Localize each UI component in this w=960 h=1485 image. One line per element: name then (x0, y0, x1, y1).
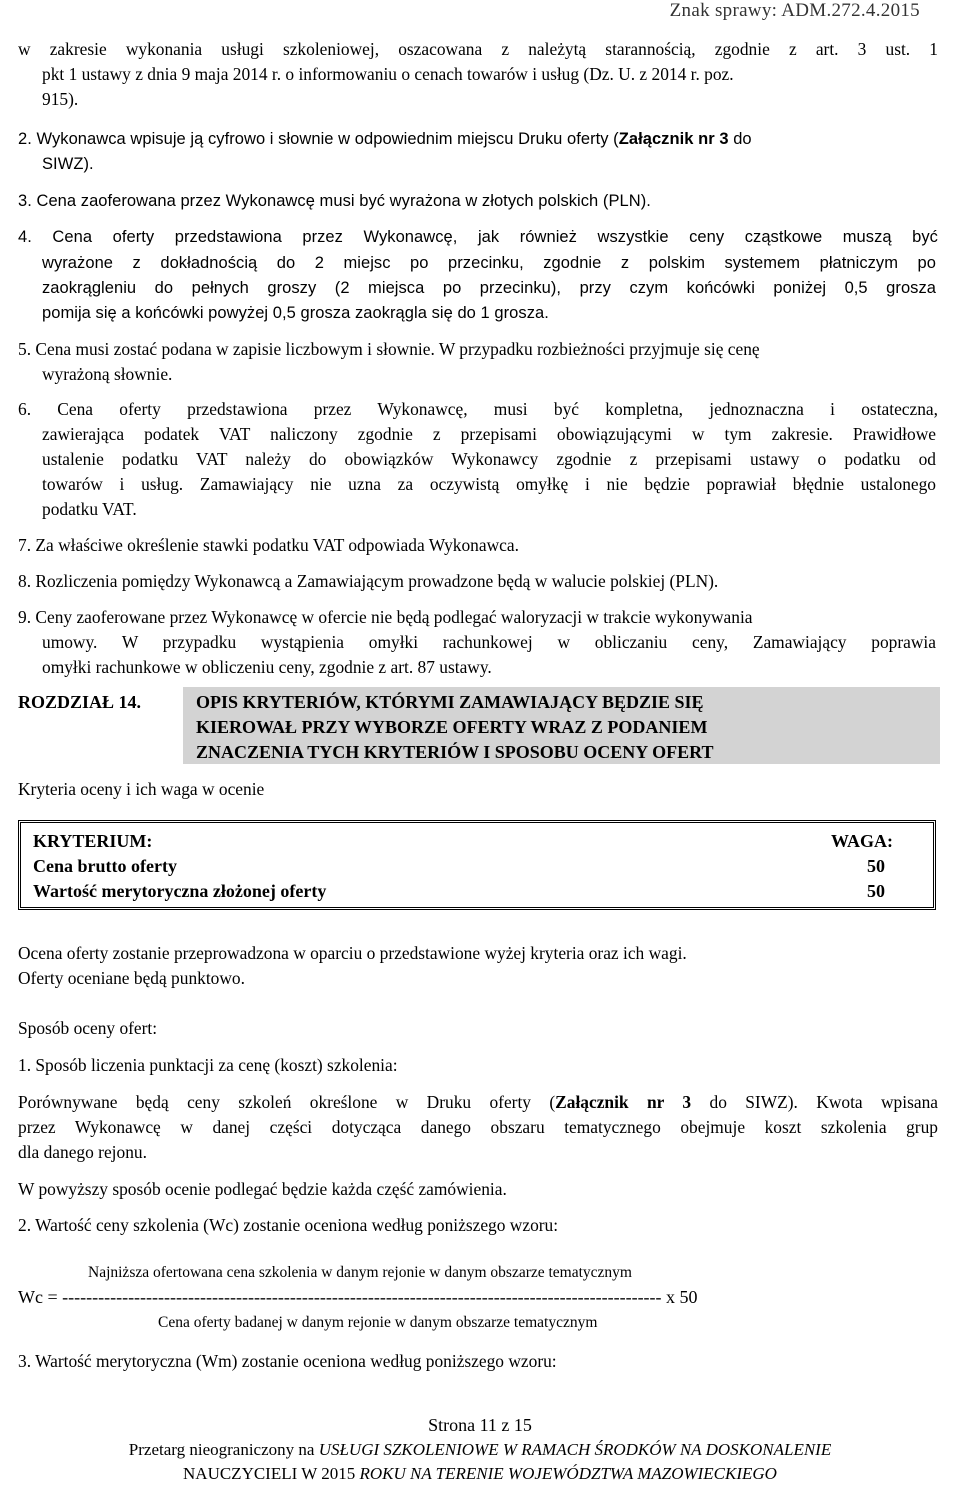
intro-line: 915). (42, 89, 79, 109)
chapter-title: OPIS KRYTERIÓW, KTÓRYMI ZAMAWIAJĄCY BĘDZIE SIĘ (196, 692, 704, 712)
point-9: umowy. W przypadku wystąpienia omyłki rachunkowej w obliczaniu ceny, Zamawiający poprawia (42, 632, 936, 652)
criterion-name: Wartość merytoryczna złożonej oferty (33, 881, 327, 901)
point-6: towarów i usług. Zamawiający nie uzna za oczywistą omyłkę i nie będzie poprawiał błędnie ustalonego (42, 474, 936, 494)
point-3: 3. Cena zaoferowana przez Wykonawcę musi być wyrażona w złotych polskich (PLN). (18, 192, 651, 210)
chapter-title: ZNACZENIA TYCH KRYTERIÓW I SPOSOBU OCENY OFERT (196, 742, 714, 762)
point-8: 8. Rozliczenia pomiędzy Wykonawcą a Zamawiającym prowadzone będą w walucie polskiej (PLN). (18, 571, 719, 591)
footer-line: NAUCZYCIELI W 2015 ROKU NA TERENIE WOJEWÓDZTWA MAZOWIECKIEGO (183, 1464, 777, 1483)
chapter-label: ROZDZIAŁ 14. (18, 692, 142, 712)
method-1: 1. Sposób liczenia punktacji za cenę (koszt) szkolenia: (18, 1055, 398, 1075)
point-6: ustalenie podatku VAT należy do obowiązków Wykonawcy zgodnie z przepisami ustawy o podatku od (42, 449, 936, 469)
formula-line: Wc = ---------------------------------------------------------------------------------------------------- x 50 (18, 1287, 698, 1307)
point-2-cont: SIWZ). (42, 155, 94, 173)
intro-line: w zakresie wykonania usługi szkoleniowej, oszacowana z należytą starannością, zgodnie z art. 3 ust. 1 (18, 39, 938, 59)
point-5: 5. Cena musi zostać podana w zapisie liczbowym i słownie. W przypadku rozbieżności przyjmuje się cenę (18, 339, 760, 359)
point-7: 7. Za właściwe określenie stawki podatku VAT odpowiada Wykonawca. (18, 535, 519, 555)
compare-text: Porównywane będą ceny szkoleń określone w Druku oferty (Załącznik nr 3 do SIWZ). Kwota wpisana (18, 1092, 938, 1112)
point-4: pomija się a końcówki powyżej 0,5 grosza zaokrągla się do 1 grosza. (42, 304, 549, 322)
criteria-header-row (33, 829, 921, 853)
criteria-col-name: KRYTERIUM: (33, 831, 153, 851)
criteria-intro: Kryteria oceny i ich waga w ocenie (18, 779, 265, 799)
formula-denominator: Cena oferty badanej w danym rejonie w danym obszarze tematycznym (158, 1314, 598, 1331)
formula-numerator: Najniższa ofertowana cena szkolenia w danym rejonie w danym obszarze tematycznym (88, 1264, 632, 1281)
method-2: 2. Wartość ceny szkolenia (Wc) zostanie oceniona według poniższego wzoru: (18, 1215, 559, 1235)
criterion-weight: 50 (867, 856, 885, 876)
table-row (33, 854, 921, 878)
point-4: 4. Cena oferty przedstawiona przez Wykonawcę, jak również wszystkie ceny cząstkowe muszą być (18, 228, 938, 246)
evaluation-text: Ocena oferty zostanie przeprowadzona w oparciu o przedstawione wyżej kryteria oraz ich wagi. (18, 943, 687, 963)
table-row (33, 879, 921, 903)
footer-line: Przetarg nieograniczony na USŁUGI SZKOLENIOWE W RAMACH ŚRODKÓW NA DOSKONALENIE (128, 1440, 832, 1459)
case-number-header: Znak sprawy: ADM.272.4.2015 (669, 0, 920, 21)
criteria-table (18, 820, 936, 910)
point-4: zaokrągleniu do pełnych groszy (2 miejsca po przecinku), przy czym końcówki poniżej 0,5 grosza (42, 279, 936, 297)
point-2: 2. Wykonawca wpisuje ją cyfrowo i słownie w odpowiednim miejscu Druku oferty (Załącznik nr 3 do (18, 130, 752, 148)
point-4: wyrażone z dokładnością do 2 miejsc po przecinku, zgodnie z polskim systemem płatniczym po (42, 254, 936, 272)
point-6: podatku VAT. (42, 499, 137, 519)
point-9: omyłki rachunkowe w obliczeniu ceny, zgodnie z art. 87 ustawy. (42, 657, 492, 677)
point-5: wyrażoną słownie. (42, 364, 173, 384)
compare-text: dla danego rejonu. (18, 1142, 147, 1162)
point-6: zawierająca podatek VAT naliczony zgodnie z przepisami obowiązującymi w tym zakresie. Prawidłowe (42, 424, 936, 444)
point-9: 9. Ceny zaoferowane przez Wykonawcę w ofercie nie będą podlegać waloryzacji w trakcie wykonywania (18, 607, 753, 627)
point-6: 6. Cena oferty przedstawiona przez Wykonawcę, musi być kompletna, jednoznaczna i ostateczna, (18, 399, 938, 419)
compare-text: przez Wykonawcę w danej części dotycząca danego obszaru tematycznego obejmuje koszt szkolenia grup (18, 1117, 938, 1137)
page-number: Strona 11 z 15 (428, 1415, 532, 1435)
criterion-weight: 50 (867, 881, 885, 901)
each-part-text: W powyższy sposób ocenie podlegać będzie każda część zamówienia. (18, 1179, 507, 1199)
evaluation-text: Oferty oceniane będą punktowo. (18, 968, 245, 988)
method-3: 3. Wartość merytoryczna (Wm) zostanie oceniona według poniższego wzoru: (18, 1351, 557, 1371)
criterion-name: Cena brutto oferty (33, 856, 177, 876)
intro-line: pkt 1 ustawy z dnia 9 maja 2014 r. o informowaniu o cenach towarów i usług (Dz. U. z 2014 r. poz. (42, 64, 734, 84)
chapter-title: KIEROWAŁ PRZY WYBORZE OFERTY WRAZ Z PODANIEM (196, 717, 708, 737)
method-heading: Sposób oceny ofert: (18, 1018, 158, 1038)
criteria-col-weight: WAGA: (831, 831, 893, 851)
